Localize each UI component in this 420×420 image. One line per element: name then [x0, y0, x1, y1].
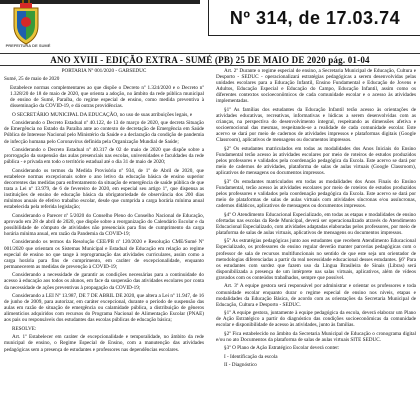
logo-caption: PREFEITURA DE SUMÉ: [5, 43, 51, 48]
secretary-intro: O SECRETÁRIO MUNICIPAL DA EDUCAÇÃO, no uso de suas atribuições legais, e: [12, 111, 193, 118]
article-3-paragraph-3: §3º O Plano de Ação Estratégico Escolar deverá conter:: [224, 345, 340, 352]
paragraph-5: §5º As estratégias pedagógicas junto aos estudantes que recebem Atendimento Educacional Especializado, os professores do ensino regular deverão manter parcerias pedagógicas com o professor de sala de recursos multifuncionais no sentido de que este seja um orientador de metodologias diferenciadas a partir da real necessidade educacional desses estudantes. §6º Para os estudantes com surdez que fazem uso da Língua Brasileira de Sinais (Libras) será disponibilizada a presença de um intérprete nas salas virtuais, aplicativos, além de vídeos gravados com os conteúdos trabalhados, sempre que possível.: [216, 238, 416, 281]
article-1: Art. 1º Estabelecer em caráter de excepcionalidade e temporalidade, no âmbito da rede municipal de ensino, o Regime Especial de Ensino, com a manutenção das atividades pedagógicas sem a presença de estudantes e professores nas dependências escolares.: [4, 334, 204, 353]
left-column: [4, 68, 204, 420]
considering-3: Considerando os termos da Medida Provisória nº 934, de 1º de Abril de 2020, que estabelece normas excepcionais sobre o ano letivo da educação básica de ensino superior decorrentes das medidas para enfrentamento da situação de emergência de saúde pública de que trata a Lei nº 13.979, de 6 de fevereiro de 2020, em especial seu artigo 1º, que dispensa as instituições de ensino de educação básica da obrigatoriedade de observância dos 200 dias mínimos anuais de efetivo trabalho escolar, desde que cumprida a carga horária mínima anual estabelecida pela referida legislação;: [4, 167, 204, 211]
ordinance-summary: Estabelece normas complementares ao que dispõe o Decreto nº 1.324/2020 e o Decreto nº 1.328/20 de 18 de maio de 2020, que orienta a adoção, no âmbito da rede pública municipal de ensino de Sumé, Paraíba, do regime especial de ensino, como medida preventiva à disseminação da COVID-19, e dá outras providências.: [10, 84, 204, 110]
article-3-paragraph-1: §1º A equipe gestora, juntamente à equipe pedagógica da escola, deverá elaborar um Plano de Ação Estratégico a partir do diagnóstico das condições socioeconômicas da comunidade escolar e disponibilidade de acesso às atividades, junto às famílias.: [216, 310, 416, 329]
ordinance-date: Sumé, 25 de maio de 2020: [4, 76, 60, 83]
article-3: Art. 3º A equipe gestora será responsável por administrar e orientar os professores e toda comunidade escolar enquanto durar o regime especial de ensino nos níveis, etapas e modalidades da Educação Básica, de acordo com as orientações da Secretaria Municipal de Educação, Cultura e Desporto - SEDUC.: [216, 283, 416, 308]
article-2: Art. 2º Durante o regime especial de ensino, a Secretaria Municipal de Educação, Cultura e Desporto - SEDUC - operacionalizará estratégias pedagógicas a serem desenvolvidas pelas unidades escolares para a Educação Infantil, Ensino Fundamental e Educação de Jovens e Adultos, Educação Especial e Educação do Campo, Educação Infantil, assim como os diferentes contextos socioeconômicos de cada comunidade escolar e o acesso às atividades implementadas.: [216, 68, 416, 105]
plan-item-2: II - Diagnóstico: [224, 362, 257, 369]
considering-5: Considerando os termos da Resolução CEE/PB nº 120/2020 e Resolução CME/Sumé Nº 001/2020 que orientam os Sistemas Municipal e Estadual de Educação em relação ao regime especial de ensino no que tange à reprogramação das atividades curriculares, assim como a carga horária para fins de cumprimento, em caráter de excepcionalidade, enquanto permanecerem as medidas de prevenção à COVID-19;: [4, 239, 204, 270]
paragraph-4: §4º O Atendimento Educacional Especializado, em todas as etapas e modalidades de ensino ofertadas nas escolas da Rede Municipal, deverá ser operacionalizado através do Atendimento Educacional Especializado, com atividades adaptadas elaboradas pelos professores, por meio de plataforma de salas de aulas virtuais, aplicativos de mensagens ou documentos impressos.: [216, 211, 416, 236]
plan-item-1: I - Identificação da escola: [224, 353, 278, 360]
issue-box: [208, 0, 420, 36]
considering-7: Considerando a LEI Nº 13.987, DE 7 DE ABRIL DE 2020, que altera a Lei nº 11.947, de 16 de junho de 2009, para autorizar, em caráter excepcional, durante o período de suspensão das aulas em razão de situação de emergência ou calamidade pública, a distribuição de gêneros alimentícios adquiridos com recursos do Programa Nacional de Alimentação Escolar (PNAE) aos pais ou responsáveis dos estudantes das escolas públicas de educação básica;: [4, 293, 204, 324]
paragraph-1: §1º As famílias dos estudantes da Educação Infantil terão acesso às orientações de atividades educativas, recreativas, informativas e lúdicas a serem desenvolvidas com as crianças, na perspectiva do desenvolvimento integral, respeitando as dimensões afetiva e socioemocional das mesmas, respeitando-se a realidade de cada comunidade escolar. Este acervo se dará por meio de cadernos de atividades impressos e plataformas digitais (Google Classroom), aplicativos de mensagens ou documentos impressos.: [216, 106, 416, 144]
municipal-crest-icon: [8, 0, 44, 46]
considering-1: Considerando o Decreto Estadual nº 40.122, de 13 de março de 2020, que decreta Situação de Emergência no Estado da Paraíba ante ao contexto de decretação de Emergência em Saúde Pública de Interesse Nacional pelo Ministério da Saúde e a declaração da condição de pandemia de infecção humana pelo Coronavírus definida pela Organização Mundial de Saúde;: [4, 120, 204, 145]
issue-number: Nº 314, de 17.03.74: [229, 8, 401, 28]
considering-4: Considerando o Parecer nº 5/2020 do Conselho Pleno do Conselho Nacional de Educação, aprovado em 28 de abril de 2020, que dispõe sobre a reorganização do Calendário Escolar e da possibilidade de cômputo de atividades não presenciais para fins de cumprimento da carga horária mínima anual, em razão da Pandemia da COVID-19;: [4, 212, 204, 237]
ordinance-title: PORTARIA Nº 001/2020 - GABSEDUC: [61, 68, 147, 74]
considering-6: Considerando a necessidade de garantir as condições necessárias para a continuidade do acesso à educação aos todos os alunos, em face da suspensão das atividades escolares por conta da necessidade de ações preventivas à propagação da COVID-19;: [4, 272, 204, 291]
right-column: [216, 68, 416, 420]
resolve-heading: RESOLVE:: [12, 325, 37, 332]
article-3-paragraph-2: §2º Fica estabelecido no âmbito da Secretaria Municipal de Educação o cronograma digital e/ou no ato Documentos da plataforma de salas de aulas virtuais SITE SEDUC.: [216, 330, 416, 343]
considering-2: Considerando o Decreto Estadual nº 40.317 de 02 de maio de 2020 que dispõe sobre a prorrogação da suspensão das aulas presenciais nas escolas, universidades e faculdades da rede pública - e privada em todo o território estadual até o dia 31 de maio de 2020;: [4, 146, 204, 166]
page-header: [0, 0, 420, 54]
paragraph-2: §2º Os estudantes matriculados em todas as modalidades dos Anos Iniciais do Ensino Fundamental terão acesso às atividades escolares por meio de roteiros de estudos produzidos pelos professores e validados pela coordenação pedagógica da Escola. Este acervo se dará por meio de cadernos de atividades, plataforma de salas de aulas virtuais (Google Classroom), aplicativos de mensagens ou documentos impressos.: [216, 145, 416, 177]
paragraph-3: §3º Os estudantes matriculados em todas as modalidades dos Anos Finais do Ensino Fundamental, terão acesso às atividades escolares por meio de roteiros de estudos produzidos pelos professores e validados pela coordenação pedagógica da Escola. Este acervo se dará por meio de plataformas de salas de aulas virtuais com atividades síncronas e/ou assíncronas, cadernos didáticos, aplicativos de mensagens ou documentos impressos.: [216, 178, 416, 210]
edition-line: ANO XVIII - EDIÇÃO EXTRA - SUMÉ (PB) 25 DE MAIO DE 2020 pág. 01-04: [0, 53, 420, 66]
